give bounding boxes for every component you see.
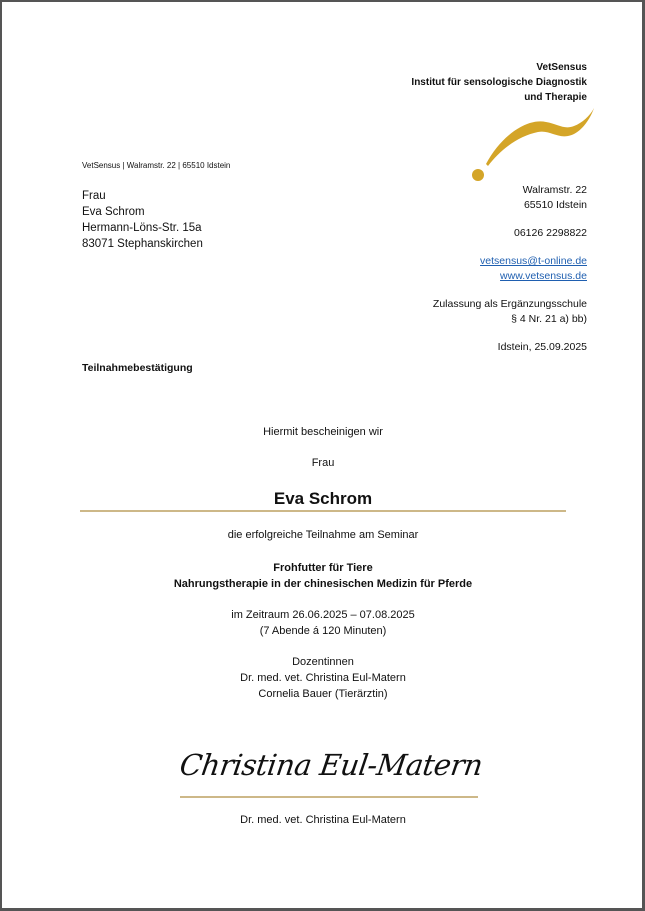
intro-text: Hiermit bescheinigen wir — [263, 426, 383, 438]
contact-street: Walramstr. 22 — [522, 184, 587, 196]
participant-salutation: Frau — [311, 457, 335, 469]
vetsensus-logo-icon — [466, 104, 598, 188]
email-link[interactable]: vetsensus@t-online.de — [480, 255, 587, 267]
lecturer-1: Dr. med. vet. Christina Eul-Matern — [240, 672, 406, 684]
org-subtitle-2: und Therapie — [524, 92, 587, 103]
accreditation-line-2: § 4 Nr. 21 a) bb) — [511, 313, 587, 325]
accreditation-line-1: Zulassung als Ergänzungsschule — [432, 298, 587, 310]
org-subtitle-1: Institut für sensologische Diagnostik — [411, 77, 587, 88]
lecturers-label: Dozentinnen — [292, 656, 354, 668]
lecturers-block — [80, 654, 566, 702]
participation-text: die erfolgreiche Teilnahme am Seminar — [227, 529, 419, 541]
logo-swoosh — [486, 108, 594, 166]
contact-city: 65510 Idstein — [523, 199, 587, 211]
recipient-address — [82, 188, 203, 252]
signatory-name: Dr. med. vet. Christina Eul-Matern — [240, 814, 406, 826]
duration-text: (7 Abende á 120 Minuten) — [259, 625, 387, 637]
recipient-street: Hermann-Löns-Str. 15a — [82, 222, 202, 234]
name-divider — [80, 510, 566, 512]
contact-block — [433, 183, 587, 355]
place-date: Idstein, 25.09.2025 — [497, 341, 587, 353]
handwritten-signature: Christina Eul-Matern — [177, 748, 485, 782]
lecturer-2: Cornelia Bauer (Tierärztin) — [258, 688, 388, 700]
website-link[interactable]: www.vetsensus.de — [500, 270, 587, 282]
participant-name: Eva Schrom — [273, 489, 373, 508]
contact-phone: 06126 2298822 — [514, 227, 587, 239]
period-text: im Zeitraum 26.06.2025 – 07.08.2025 — [231, 609, 415, 621]
recipient-city: 83071 Stephanskirchen — [82, 238, 203, 250]
recipient-salutation: Frau — [82, 190, 106, 202]
recipient-name: Eva Schrom — [82, 206, 145, 218]
logo-dot — [472, 169, 484, 181]
seminar-title-2: Nahrungstherapie in der chinesischen Medizin für Pferde — [173, 578, 473, 590]
org-header — [411, 60, 587, 105]
signature-line — [180, 796, 478, 798]
org-name: VetSensus — [536, 62, 587, 73]
seminar-period — [80, 607, 566, 639]
document-subject: Teilnahmebestätigung — [82, 362, 193, 374]
seminar-title-1: Frohfutter für Tiere — [273, 562, 373, 574]
seminar-title — [80, 560, 566, 592]
sender-line: VetSensus | Walramstr. 22 | 65510 Idstein — [82, 161, 231, 170]
